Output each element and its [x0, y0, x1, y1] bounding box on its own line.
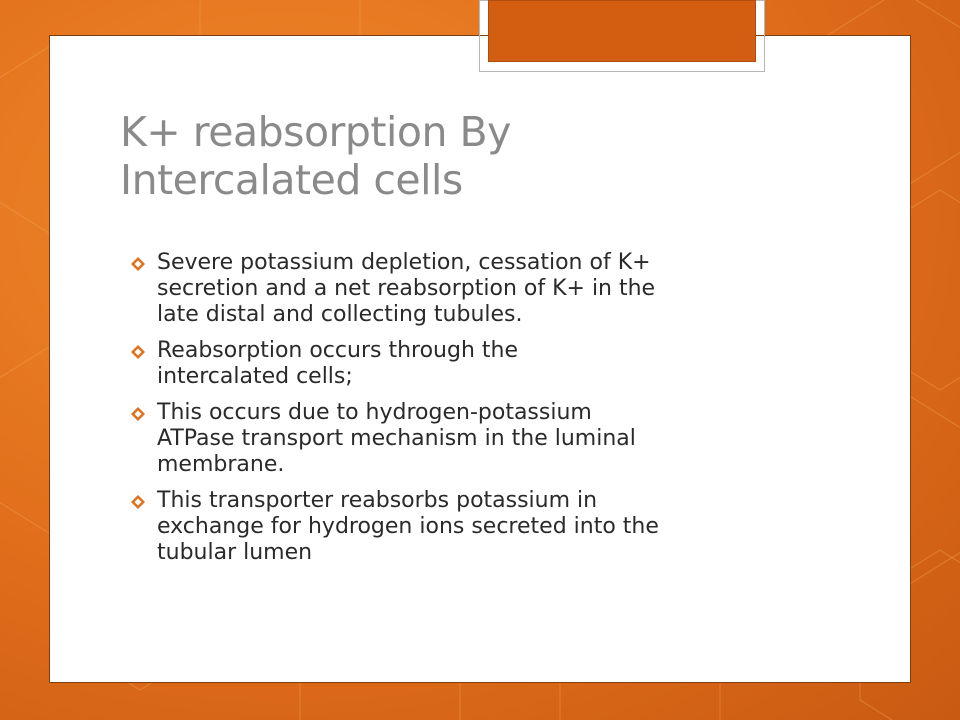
- diamond-bullet-icon: [131, 257, 145, 271]
- bullet-text-line: Severe potassium depletion, cessation of K+: [157, 250, 651, 275]
- bullet-item: [131, 338, 821, 390]
- bullet-text-line: This transporter reabsorbs potassium in: [157, 488, 598, 513]
- bullet-text-line: Reabsorption occurs through the: [157, 338, 518, 363]
- diamond-bullet-icon: [131, 345, 145, 359]
- bullet-text-line: This occurs due to hydrogen-potassium: [157, 400, 592, 425]
- bullet-text-line: intercalated cells;: [157, 364, 353, 389]
- bullet-item: [131, 488, 821, 566]
- slide-title-line-2: Intercalated cells: [120, 156, 463, 204]
- bullet-list: [131, 250, 821, 576]
- bullet-text-line: ATPase transport mechanism in the luminal: [157, 426, 636, 451]
- bullet-text-line: late distal and collecting tubules.: [157, 302, 523, 327]
- bullet-text-line: secretion and a net reabsorption of K+ in the: [157, 276, 656, 301]
- slide-title: [120, 108, 820, 204]
- diamond-bullet-icon: [131, 495, 145, 509]
- bullet-item: [131, 400, 821, 478]
- bullet-text-line: exchange for hydrogen ions secreted into the: [157, 514, 659, 539]
- bullet-text-line: membrane.: [157, 452, 285, 477]
- bullet-item: [131, 250, 821, 328]
- diamond-bullet-icon: [131, 407, 145, 421]
- slide-title-line-1: K+ reabsorption By: [120, 108, 511, 156]
- bullet-text-line: tubular lumen: [157, 540, 313, 565]
- decorative-accent-block: [488, 0, 756, 62]
